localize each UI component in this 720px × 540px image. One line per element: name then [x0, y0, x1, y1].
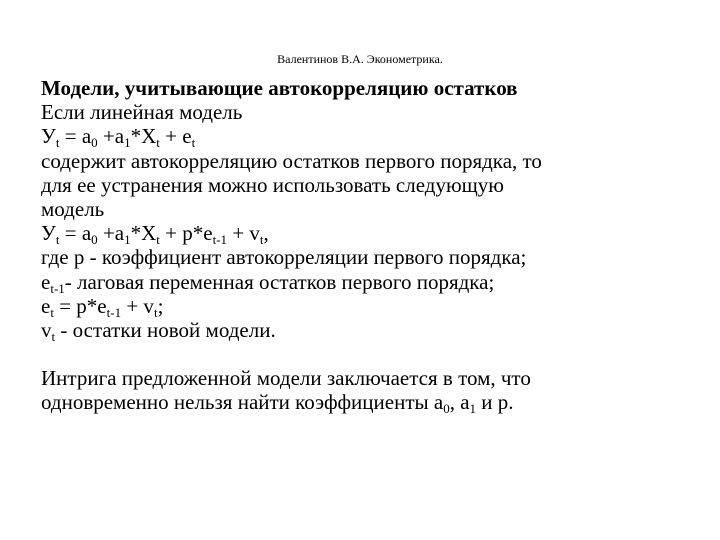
eq-subscript: 0 [91, 135, 98, 151]
slide-content [41, 76, 681, 415]
eq-subscript: t [191, 135, 196, 151]
definition-text: - лаговая переменная остатков первого порядка; [64, 269, 495, 294]
eq-subscript: 0 [443, 401, 450, 417]
eq-text: е [41, 293, 51, 318]
eq-text: +а [97, 221, 125, 246]
conclusion-line-1: Интрига предложенной модели заключается в том, что [41, 366, 531, 391]
eq-subscript: t [156, 135, 160, 151]
eq-text: +а [97, 124, 125, 149]
eq-text: v [41, 318, 52, 343]
where-line: где р - коэффициент автокорреляции первого порядка; [41, 245, 527, 270]
eq-subscript: t [259, 232, 264, 248]
equation-residuals [41, 294, 681, 318]
eq-subscript: 1 [124, 232, 131, 248]
equation-linear-model [41, 124, 681, 151]
slide-title: Модели, учитывающие автокорреляцию остатков [41, 76, 518, 100]
eq-subscript: t [55, 135, 60, 151]
eq-text: = а [59, 221, 92, 246]
elimination-line: для ее устранения можно использовать следующую [41, 172, 504, 197]
eq-text: , [263, 221, 269, 246]
v-definition-line [41, 318, 681, 342]
eq-text: У [41, 124, 56, 149]
equation-corrected-model [41, 221, 681, 248]
definition-text: - остатки новой модели. [55, 318, 276, 343]
eq-text: = р*е [53, 293, 107, 318]
intro-line: Если линейная модель [41, 100, 243, 125]
eq-subscript: t-1 [50, 280, 65, 296]
eq-text: У [41, 221, 56, 246]
eq-subscript: t [156, 232, 160, 248]
eq-text: = а [59, 124, 92, 149]
eq-text: + v [121, 293, 154, 318]
eq-subscript: 1 [469, 401, 477, 417]
conclusion-text: одновременно нельзя найти коэффициенты а [41, 390, 444, 415]
eq-subscript: t [55, 232, 60, 248]
slide-header: Валентинов В.А. Эконометрика. [277, 52, 443, 66]
eq-subscript: t-1 [212, 232, 228, 248]
model-word-line: модель [41, 197, 105, 222]
eq-subscript: t [153, 304, 158, 320]
paragraph-gap [41, 342, 681, 366]
eq-text: + е [159, 124, 192, 149]
eq-subscript: t [51, 328, 56, 344]
eq-text: + р*е [159, 221, 213, 246]
conclusion-text: , а [449, 390, 470, 415]
conclusion-text: и р. [476, 390, 514, 415]
eq-text: ; [157, 293, 164, 318]
eq-subscript: t [50, 304, 54, 320]
eq-text: *Х [130, 124, 157, 149]
eq-subscript: 0 [91, 232, 98, 248]
contains-line: содержит автокорреляцию остатков первого порядка, то [41, 148, 542, 173]
eq-text: + v [227, 221, 260, 246]
eq-text: *Х [130, 221, 157, 246]
eq-text: е [41, 269, 51, 294]
conclusion-line-2 [41, 390, 681, 417]
eq-subscript: t-1 [106, 304, 122, 320]
eq-subscript: 1 [124, 135, 131, 151]
lag-definition-line [41, 270, 681, 294]
